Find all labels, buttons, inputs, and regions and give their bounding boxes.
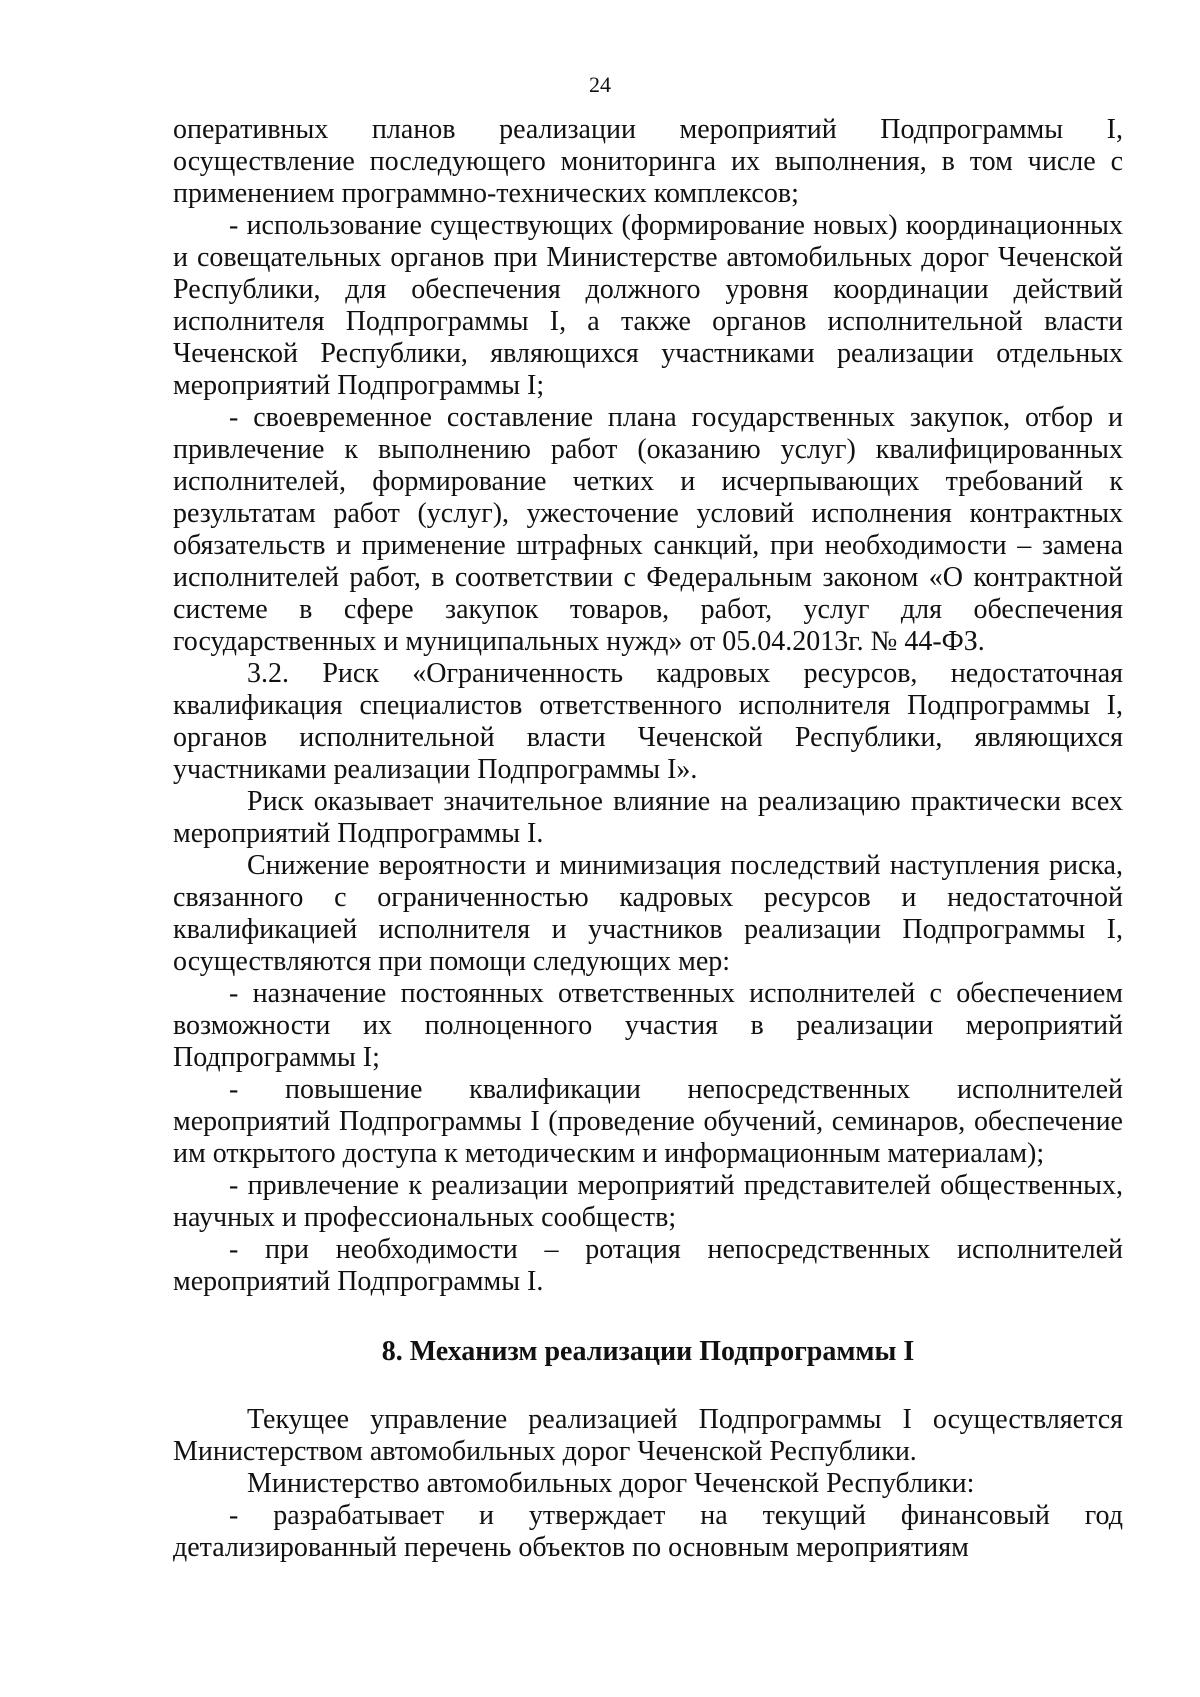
- section-title: 8. Механизм реализации Подпрограммы I: [381, 1336, 915, 1367]
- paragraph: 3.2. Риск «Ограниченность кадровых ресурсов, недостаточная квалификация специалистов ответственного исполнителя Подпрограммы I, органов исполнительной власти Чеченской Республики, являющихся участниками реализации Подпрограммы I».: [173, 658, 1123, 785]
- text-block-before-section: [173, 114, 1123, 1298]
- paragraph: - своевременное составление плана государственных закупок, отбор и привлечение к выполнению работ (оказанию услуг) квалифицированных исполнителей, формирование четких и исчерпывающих требований к результатам работ (услуг), ужесточение условий исполнения контрактных обязательств и применение штрафных санкций, при необходимости – замена исполнителей работ, в соответствии с Федеральным законом «О контрактной системе в сфере закупок товаров, работ, услуг для обеспечения государственных и муниципальных нужд» от 05.04.2013г. № 44-ФЗ.: [173, 402, 1123, 657]
- page-number: 24: [589, 72, 611, 97]
- paragraph: - привлечение к реализации мероприятий представителей общественных, научных и профессиональных сообществ;: [173, 1170, 1123, 1233]
- paragraph: - повышение квалификации непосредственных исполнителей мероприятий Подпрограммы I (проведение обучений, семинаров, обеспечение им открытого доступа к методическим и информационным материалам);: [173, 1074, 1123, 1169]
- text-block-after-section: [173, 1404, 1123, 1564]
- paragraph: - разрабатывает и утверждает на текущий финансовый год детализированный перечень объектов по основным мероприятиям: [173, 1500, 1123, 1563]
- paragraph: Министерство автомобильных дорог Чеченской Республики:: [247, 1468, 975, 1499]
- paragraph: Текущее управление реализацией Подпрограммы I осуществляется Министерством автомобильных дорог Чеченской Республики.: [173, 1404, 1123, 1467]
- paragraph: Снижение вероятности и минимизация последствий наступления риска, связанного с ограниченностью кадровых ресурсов и недостаточной квалификацией исполнителя и участников реализации Подпрограммы I, осуществляются при помощи следующих мер:: [173, 850, 1123, 977]
- paragraph: - при необходимости – ротация непосредственных исполнителей мероприятий Подпрограммы I.: [173, 1234, 1123, 1297]
- paragraph: оперативных планов реализации мероприятий Подпрограммы I, осуществление последующего мониторинга их выполнения, в том числе с применением программно-технических комплексов;: [173, 114, 1123, 209]
- paragraph: - назначение постоянных ответственных исполнителей с обеспечением возможности их полноценного участия в реализации мероприятий Подпрограммы I;: [173, 978, 1123, 1073]
- paragraph: Риск оказывает значительное влияние на реализацию практически всех мероприятий Подпрограммы I.: [173, 786, 1123, 849]
- paragraph: - использование существующих (формирование новых) координационных и совещательных органов при Министерстве автомобильных дорог Чеченской Республики, для обеспечения должного уровня координации действий исполнителя Подпрограммы I, а также органов исполнительной власти Чеченской Республики, являющихся участниками реализации отдельных мероприятий Подпрограммы I;: [173, 210, 1123, 401]
- document-body: [173, 114, 1123, 1564]
